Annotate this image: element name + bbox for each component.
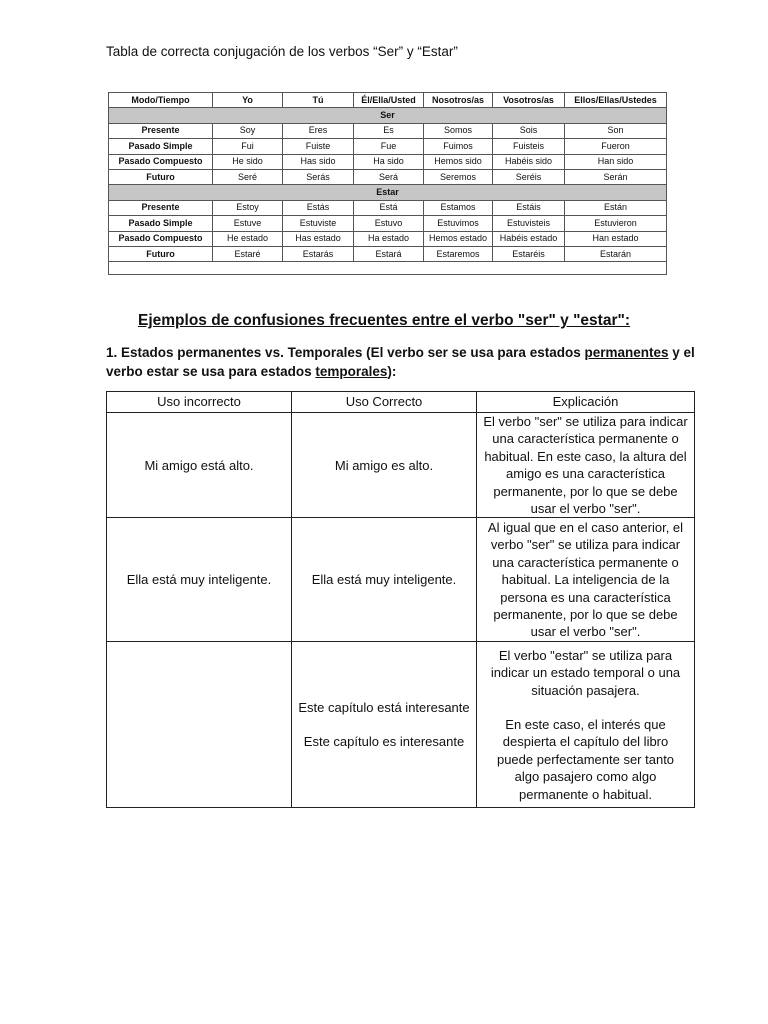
incorrect-cell — [107, 642, 292, 808]
paragraph-underlined-permanentes: permanentes — [584, 345, 669, 360]
table-cell: Estarás — [283, 246, 354, 261]
table-row — [109, 200, 667, 215]
table-row — [109, 139, 667, 154]
table-row — [109, 246, 667, 261]
col-header: Ellos/Ellas/Ustedes — [565, 93, 667, 108]
explanation-cell — [477, 642, 695, 808]
spacer — [483, 699, 688, 716]
spacer — [298, 716, 470, 733]
table-cell: Fuiste — [283, 139, 354, 154]
explanation-cell: El verbo "ser" se utiliza para indicar una característica permanente o habitual. En este caso, la altura del amigo es una característica permanente, por lo que se debe usar el verbo "ser". — [477, 413, 695, 518]
row-header: Pasado Simple — [109, 216, 213, 231]
table-cell: Son — [565, 123, 667, 138]
col-header-incorrect: Uso incorrecto — [107, 392, 292, 413]
explanation-cell: Al igual que en el caso anterior, el verbo "ser" se utiliza para indicar una característica permanente o habitual. La inteligencia de la persona es una característica permanente, por lo que se debe usar el verbo "ser". — [477, 518, 695, 642]
table-cell: Serán — [565, 169, 667, 184]
row-header: Futuro — [109, 169, 213, 184]
row-header: Pasado Simple — [109, 139, 213, 154]
table-row — [109, 169, 667, 184]
table-cell: Fue — [354, 139, 424, 154]
table-cell: Han sido — [565, 154, 667, 169]
table-cell: Soy — [213, 123, 283, 138]
section-heading: Ejemplos de confusiones frecuentes entre el verbo "ser" y "estar": — [138, 312, 630, 329]
table-row — [107, 518, 695, 642]
paragraph-text: 1. Estados permanentes vs. Temporales (El verbo ser se usa para estados — [106, 345, 585, 360]
table-cell: Estuvieron — [565, 216, 667, 231]
conjugation-header-row — [109, 93, 667, 108]
table-cell: Seré — [213, 169, 283, 184]
table-cell: Habéis sido — [493, 154, 565, 169]
row-header: Pasado Compuesto — [109, 231, 213, 246]
col-header: Vosotros/as — [493, 93, 565, 108]
correct-example-a: Este capítulo está interesante — [298, 700, 470, 716]
section-row-estar — [109, 185, 667, 200]
table-cell: Estuviste — [283, 216, 354, 231]
section-label-estar: Estar — [109, 185, 667, 200]
paragraph-text: y el verbo estar se usa para estados — [106, 345, 695, 379]
examples-header-row — [107, 392, 695, 413]
blank-row — [109, 262, 667, 275]
table-row — [107, 642, 695, 808]
examples-table — [106, 391, 695, 808]
table-cell: Has sido — [283, 154, 354, 169]
correct-cell: Ella está muy inteligente. — [292, 518, 477, 642]
table-cell: Estás — [283, 200, 354, 215]
table-cell: Ha estado — [354, 231, 424, 246]
col-header-correct: Uso Correcto — [292, 392, 477, 413]
table-cell: Será — [354, 169, 424, 184]
table-cell: Eres — [283, 123, 354, 138]
table-cell: Fui — [213, 139, 283, 154]
col-header: Él/Ella/Usted — [354, 93, 424, 108]
table-cell: Habéis estado — [493, 231, 565, 246]
table-cell: Está — [354, 200, 424, 215]
table-cell: Fuimos — [424, 139, 493, 154]
row-header: Pasado Compuesto — [109, 154, 213, 169]
table-row — [109, 154, 667, 169]
explanation-part-a: El verbo "estar" se utiliza para indicar un estado temporal o una situación pasajera. — [490, 647, 681, 698]
correct-cell — [292, 642, 477, 808]
section-label-ser: Ser — [109, 108, 667, 123]
table-cell: Fueron — [565, 139, 667, 154]
correct-cell: Mi amigo es alto. — [292, 413, 477, 518]
table-cell: Hemos sido — [424, 154, 493, 169]
table-cell: Sois — [493, 123, 565, 138]
table-cell: Estuve — [213, 216, 283, 231]
table-cell: He sido — [213, 154, 283, 169]
table-cell: Estuvimos — [424, 216, 493, 231]
paragraph-underlined-temporales: temporales — [315, 364, 388, 379]
document-title: Tabla de correcta conjugación de los verbos “Ser” y “Estar” — [106, 44, 458, 59]
table-cell: Fuisteis — [493, 139, 565, 154]
col-header: Yo — [213, 93, 283, 108]
table-cell: Seréis — [493, 169, 565, 184]
row-header: Futuro — [109, 246, 213, 261]
row-header: Presente — [109, 200, 213, 215]
table-cell: Estoy — [213, 200, 283, 215]
table-cell: Estaré — [213, 246, 283, 261]
section-row-ser — [109, 108, 667, 123]
table-row — [109, 231, 667, 246]
col-header-explanation: Explicación — [477, 392, 695, 413]
table-cell: Es — [354, 123, 424, 138]
col-header: Tú — [283, 93, 354, 108]
table-row — [109, 216, 667, 231]
conjugation-table — [108, 92, 667, 275]
table-cell: Ha sido — [354, 154, 424, 169]
table-cell: Somos — [424, 123, 493, 138]
table-cell: Estarán — [565, 246, 667, 261]
col-header: Nosotros/as — [424, 93, 493, 108]
correct-example-b: Este capítulo es interesante — [303, 734, 465, 750]
blank-cell — [109, 262, 667, 275]
paragraph-text: ): — [387, 364, 397, 379]
table-cell: Han estado — [565, 231, 667, 246]
table-cell: Estaremos — [424, 246, 493, 261]
table-cell: Estaréis — [493, 246, 565, 261]
table-cell: Están — [565, 200, 667, 215]
table-cell: Estuvisteis — [493, 216, 565, 231]
row-header: Presente — [109, 123, 213, 138]
table-cell: Estamos — [424, 200, 493, 215]
incorrect-cell: Ella está muy inteligente. — [107, 518, 292, 642]
table-cell: Seremos — [424, 169, 493, 184]
table-cell: He estado — [213, 231, 283, 246]
table-row — [109, 123, 667, 138]
table-cell: Estará — [354, 246, 424, 261]
table-cell: Hemos estado — [424, 231, 493, 246]
explanation-part-b: En este caso, el interés que despierta el capítulo del libro puede perfectamente ser tanto algo pasajero como algo permanente o habitual. — [496, 717, 675, 802]
col-header: Modo/Tiempo — [109, 93, 213, 108]
intro-paragraph — [106, 343, 706, 381]
table-cell: Estuvo — [354, 216, 424, 231]
incorrect-cell: Mi amigo está alto. — [107, 413, 292, 518]
table-cell: Estáis — [493, 200, 565, 215]
table-cell: Has estado — [283, 231, 354, 246]
table-cell: Serás — [283, 169, 354, 184]
table-row — [107, 413, 695, 518]
